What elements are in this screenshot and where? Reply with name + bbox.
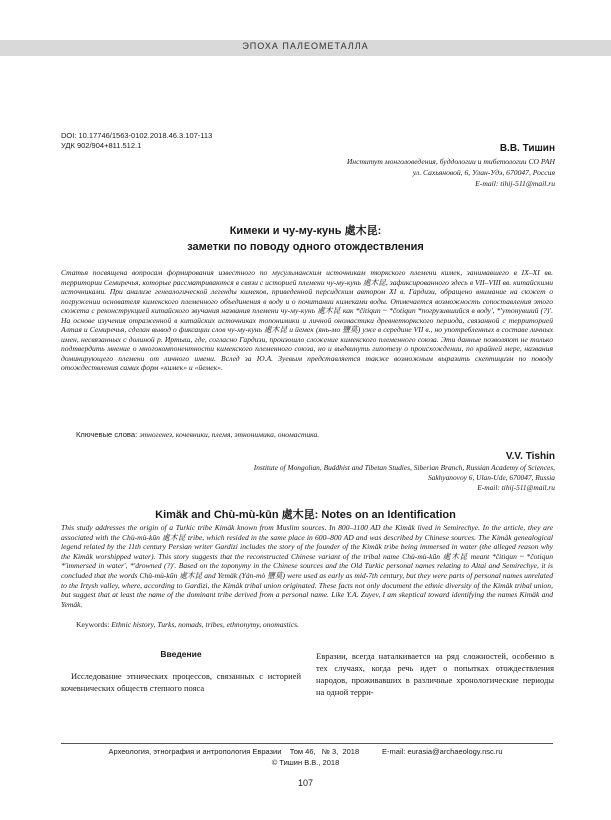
keywords-ru — [76, 430, 319, 439]
abstract-ru: Статья посвящена вопросам формирования известного по мусульманским источникам тюркского племени кимек, занимавшего в IX–XI вв. территории Семиречья, которые рассматриваются в связи с историей племени чу-му-кунь 處木昆, зафиксированного здесь в VII–VIII вв. китайскими источниками. При анализе генеалогической легенды кимеков, приведенной персидским автором XI в. Гардизи, обращено внимание на сюжет о погружении основателя кимекского племенного объединения в воду и о почитании кимеками воды. Отмечается возможность сопоставления этого сюжета с реконструкцией китайского звучания названия племени чу-му-кунь 處木昆 как *čitiqun ~ *čotiqun *погрузившийся в воду', *'утонувший (?)'. На основе изучения отраженной в китайских источниках топонимики и личной ономастики древнетюркского периода, связанной с территорией Алтая и Семиречья, сделан вывод о фиксации слов чу-му-кунь 處木昆 и йемек (янь-мо 鹽莫) уже в середине VII в., но употребленных в составе личных имен, несвязанных с долиной р. Иртыш, где, согласно Гардизи, произошло сложение кимекского племенного союза. Эти данные позволяют не только подтвердить мнение о многокомпонентности кимекского племенного союза, но и выдвинуть гипотезу о происхождении, по крайней мере, названия доминирующего племени от личного имени. Вслед за Ю.А. Зуевым представляется также возможным выразить скептицизм по поводу отождествления самих форм «кимек» и «йемек». — [61, 268, 553, 372]
article-title-ru — [0, 223, 611, 255]
footer-divider — [61, 743, 553, 744]
journal-volume: Том 46, — [289, 747, 316, 756]
affiliation-ru-line: Институт монголоведения, буддологии и тибетологии СО РАН — [346, 157, 555, 166]
keywords-en-label: Keywords: — [76, 620, 110, 629]
page-footer — [0, 746, 611, 768]
body-column-left — [61, 670, 301, 694]
author-name-ru: В.В. Тишин — [499, 143, 555, 154]
article-title-en: Kimäk and Chù-mù-kūn 處木昆: Notes on an Identification — [155, 509, 456, 521]
journal-name: Археология, этнография и антропология Евразии — [108, 747, 282, 756]
keywords-ru-text: этногенез, кочевники, племя, этнонимика, ономастика. — [139, 430, 320, 439]
journal-year: 2018 — [342, 747, 360, 756]
abstract-en: This study addresses the origin of a Turkic tribe Kimäk known from Muslim sources. In 800–1100 AD the Kimäk lived in Semirechye. In the article, they are associated with the Chù-mù-kūn 處木昆 tribe, which resided in the same place in 600–800 AD and was described by Chinese sources. The Kimäk genealogical legend related by the 11th century Persian writer Gardizi includes the story of the founder of the Kimäk tribe being immersed in water (the alleged reason why the Kimäk worshipped water). This story suggests that the reconstructed Chinese variant of the tribal name Chù-mù-kūn 處木昆 meant *čitiqun ~ *čotiqun *'immersed in water', *'drowned (?)'. Based on the toponymy in the Chinese sources and the Old Turkic personal names relating to Altai and Semirechye, it is concluded that the words Chù-mù-kūn 處木昆 and Yemäk (Yán-mò 鹽莫) were used as early as mid-7th century, but they were parts of personal names unrelated to the Irtysh valley, where, according to Gardizi, the Kimäk tribal union originated. These facts not only document the ethnic diversity of the Kimäk tribal union, but suggest that at least the name of the dominant tribe derived from a personal name. Like Y.A. Zuyev, I am skeptical toward identifying the names Kimäk and Yemäk. — [61, 523, 553, 609]
udc: УДК 902/904+811.512.1 — [61, 141, 142, 150]
copyright: © Тишин В.В., 2018 — [271, 758, 340, 767]
body-column-right: Евразии, всегда наталкивается на ряд сложностей, особенно в тех случаях, когда речь идет о попытках отождествления народов, проживавших в различные хронологические периоды на одной терри- — [316, 651, 554, 697]
keywords-ru-label: Ключевые слова: — [76, 430, 138, 439]
section-heading-introduction: Введение — [160, 649, 202, 659]
keywords-en-text: Ethnic history, Turks, nomads, tribes, ethnonymy, onomastics. — [111, 620, 299, 629]
running-header: ЭПОХА ПАЛЕОМЕТАЛЛА — [242, 41, 369, 51]
doi[interactable]: DOI: 10.17746/1563-0102.2018.46.3.107-113 — [61, 131, 213, 140]
author-name-en: V.V. Tishin — [505, 451, 555, 462]
footer-journal-line — [0, 746, 611, 757]
journal-email[interactable]: E-mail: eurasia@archaeology.nsc.ru — [382, 747, 503, 756]
page-number: 107 — [297, 778, 314, 788]
email-en[interactable]: E-mail: tihij-511@mail.ru — [477, 483, 555, 492]
affiliation-en-line: Sakhyanovoy 6, Ulan-Ude, 670047, Russia — [427, 473, 555, 482]
email-ru[interactable]: E-mail: tihij-511@mail.ru — [475, 179, 555, 188]
affiliation-en — [135, 463, 555, 493]
body-paragraph: Исследование этнических процессов, связанных с историей кочевнических обществ степного пояса — [61, 671, 301, 693]
affiliation-ru — [195, 156, 555, 189]
title-ru-line1: Кимеки и чу-му-кунь 處木昆: — [229, 225, 382, 237]
title-ru-line2: заметки по поводу одного отождествления — [187, 241, 424, 253]
affiliation-en-line: Institute of Mongolian, Buddhist and Tibetan Studies, Siberian Branch, Russian Academy of Sciences, — [253, 463, 555, 472]
article-identifiers — [61, 131, 212, 151]
keywords-en — [76, 620, 299, 629]
affiliation-ru-line: ул. Сахьяновой, 6, Улан-Удэ, 670047, Россия — [412, 168, 555, 177]
journal-issue: № 3, — [321, 747, 339, 756]
